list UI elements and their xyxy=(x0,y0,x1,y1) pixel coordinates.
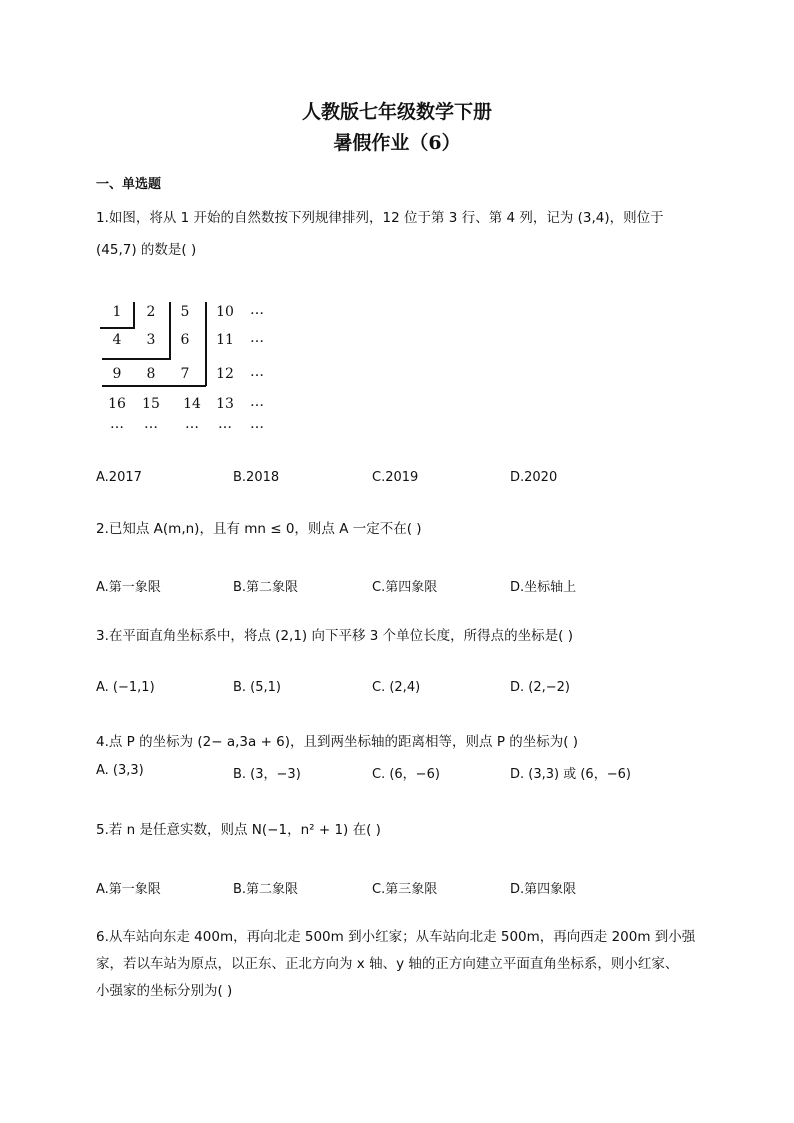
grid-cell: … xyxy=(250,302,264,318)
grid-cell: 9 xyxy=(112,366,122,382)
grid-cell: 12 xyxy=(216,366,234,382)
option-b: B.第二象限 xyxy=(233,580,299,595)
grid-cell: … xyxy=(250,394,264,410)
grid-cell: 11 xyxy=(216,332,234,348)
grid-cell: … xyxy=(185,416,199,432)
separator-line xyxy=(133,302,135,329)
option-d: D.坐标轴上 xyxy=(510,580,577,595)
page-subtitle: 暑假作业（6） xyxy=(333,132,461,154)
grid-cell: 13 xyxy=(216,396,234,412)
grid-cell: 16 xyxy=(108,396,126,412)
grid-cell: 10 xyxy=(216,304,234,320)
number-arrangement-figure xyxy=(100,300,280,432)
question-3-text: 3.在平面直角坐标系中，将点 (2,1) 向下平移 3 个单位长度，所得点的坐标是( ) xyxy=(96,628,573,644)
option-d: D.第四象限 xyxy=(510,882,577,897)
grid-cell: 6 xyxy=(180,332,190,348)
question-4-text: 4.点 P 的坐标为 (2− a,3a + 6)，且到两坐标轴的距离相等，则点 P 的坐标为( ) xyxy=(96,734,579,750)
option-a: A. (−1,1) xyxy=(96,680,155,695)
option-c: C. (2,4) xyxy=(372,680,421,695)
option-a: A.第一象限 xyxy=(96,580,161,595)
grid-cell: … xyxy=(250,416,264,432)
option-a: A. (3,3) xyxy=(96,763,144,778)
option-b: B.第二象限 xyxy=(233,882,299,897)
option-d: D. (3,3) 或 (6，−6) xyxy=(510,767,631,782)
option-a: A.第一象限 xyxy=(96,882,161,897)
section-heading: 一、单选题 xyxy=(96,177,162,192)
option-b: B. (3，−3) xyxy=(233,767,301,782)
grid-cell: … xyxy=(250,364,264,380)
grid-cell: … xyxy=(110,416,124,432)
grid-cell: 2 xyxy=(146,304,156,320)
option-a: A.2017 xyxy=(96,470,142,485)
option-b: B. (5,1) xyxy=(233,680,282,695)
grid-cell: … xyxy=(144,416,158,432)
grid-cell: 14 xyxy=(183,396,201,412)
question-6-line3: 小强家的坐标分别为( ) xyxy=(96,983,233,999)
page-title: 人教版七年级数学下册 xyxy=(301,101,492,123)
option-c: C. (6，−6) xyxy=(372,767,440,782)
option-d: D.2020 xyxy=(510,470,558,485)
option-c: C.第三象限 xyxy=(372,882,438,897)
separator-line xyxy=(102,358,170,360)
option-c: C.第四象限 xyxy=(372,580,438,595)
question-2-text: 2.已知点 A(m,n)，且有 mn ≤ 0，则点 A 一定不在( ) xyxy=(96,521,422,537)
separator-line xyxy=(102,385,206,387)
grid-cell: 1 xyxy=(112,304,122,320)
grid-cell: … xyxy=(218,416,232,432)
question-6-line1: 6.从车站向东走 400m，再向北走 500m 到小红家；从车站向北走 500m，再向西走 200m 到小强 xyxy=(96,929,696,945)
question-5-text: 5.若 n 是任意实数，则点 N(−1，n² + 1) 在( ) xyxy=(96,822,381,838)
option-c: C.2019 xyxy=(372,470,419,485)
option-b: B.2018 xyxy=(233,470,280,485)
question-6-line2: 家，若以车站为原点，以正东、正北方向为 x 轴、y 轴的正方向建立平面直角坐标系，则小红家、 xyxy=(96,956,679,972)
separator-line xyxy=(205,302,207,386)
question-1-text-line1: 1.如图，将从 1 开始的自然数按下列规律排列，12 位于第 3 行、第 4 列，记为 (3,4)，则位于 xyxy=(96,210,664,226)
grid-cell: 7 xyxy=(180,366,190,382)
grid-cell: 3 xyxy=(146,332,156,348)
question-1-text-line2: (45,7) 的数是( ) xyxy=(96,242,197,258)
option-d: D. (2,−2) xyxy=(510,680,570,695)
grid-cell: … xyxy=(250,330,264,346)
grid-cell: 5 xyxy=(180,304,190,320)
grid-cell: 15 xyxy=(142,396,160,412)
grid-cell: 8 xyxy=(146,366,156,382)
grid-cell: 4 xyxy=(112,332,122,348)
separator-line xyxy=(100,327,134,329)
